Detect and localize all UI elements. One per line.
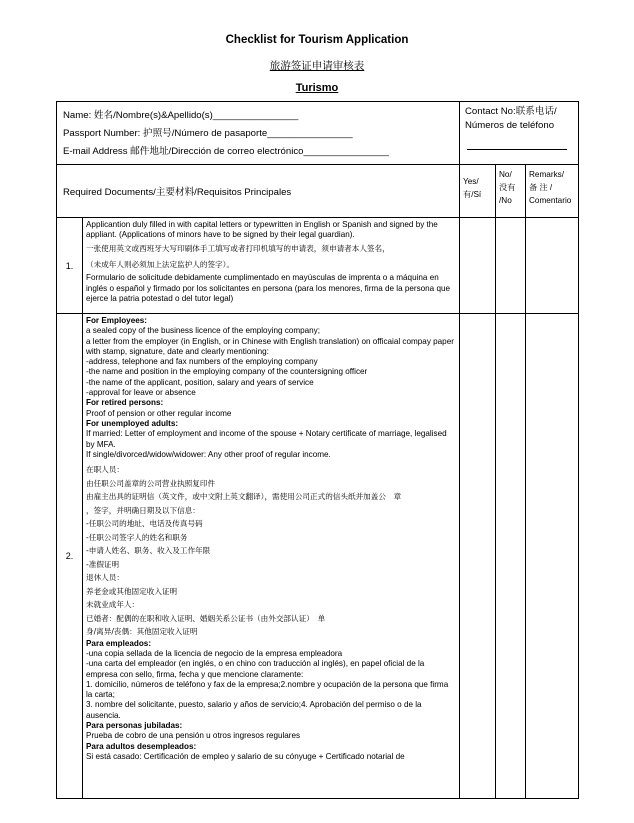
remarks-cell[interactable] xyxy=(526,218,579,314)
passport-field-label: Passport Number: 护照号/Número de pasaporte________________ xyxy=(63,128,353,139)
list-item-cn: -准假证明 xyxy=(86,559,120,569)
list-item-cn: 退休人员： xyxy=(86,573,124,583)
requirement-text-cn: （未成年人则必须加上法定监护人的签字）。 xyxy=(86,260,235,269)
column-header-row xyxy=(57,165,579,218)
list-item: a sealed copy of the business licence of the employing company; xyxy=(86,326,320,336)
list-item-cn: 由雇主出具的证明信（英文件，或中文附上英文翻译），需使用公司正式的信头纸并加盖公 章 xyxy=(86,492,402,502)
list-item-cn: ，签字，并明确日期及以下信息： xyxy=(86,505,200,515)
list-item: a letter from the employer (in English, or in Chinese with English translation) on officaial compay paper with stamp, signature, date and clearly mentioning: xyxy=(86,336,454,356)
row-number: 2. xyxy=(57,314,83,799)
list-item: Si está casado: Certificación de empleo y salario de su cónyuge + Certificado notarial de xyxy=(86,751,405,761)
requirement-description xyxy=(83,314,460,799)
required-documents-header: Required Documents/主要材料/Requisitos Principales xyxy=(57,165,460,218)
requirement-text-en: Applicantion duly filled in with capital letters or typewritten in English or Spanish and signed by the appliant. (Applications of minors have to be signed by their legal guardian). xyxy=(86,220,438,240)
list-item-cn: 养老金或其他固定收入证明 xyxy=(86,586,178,596)
remarks-cell[interactable] xyxy=(526,314,579,799)
row-number: 1. xyxy=(57,218,83,314)
no-header-line: 没有 xyxy=(499,183,516,192)
contact-label-spanish: Números de teléfono xyxy=(465,120,555,131)
list-item: -una copia sellada de la licencia de negocio de la empresa empleadora xyxy=(86,648,343,658)
yes-header-line: Yes/ xyxy=(463,177,479,186)
email-field-label: E-mail Address 邮件地址/Dirección de correo electrónico________________ xyxy=(63,146,389,157)
contact-cell xyxy=(460,102,579,165)
list-item-cn: -任职公司的地址、电话及传真号码 xyxy=(86,519,203,529)
contact-label: Contact No:联系电话/ xyxy=(465,106,557,117)
list-item: Proof of pension or other regular income xyxy=(86,408,232,418)
list-item-cn: -任职公司签字人的姓名和职务 xyxy=(86,532,188,542)
list-item: -the name of the applicant, position, salary and years of service xyxy=(86,377,314,387)
section-heading: For unemployed adults: xyxy=(86,418,179,428)
yes-column-header xyxy=(460,165,496,218)
yes-checkbox-cell[interactable] xyxy=(460,218,496,314)
remarks-header-line: Remarks/ xyxy=(529,170,565,179)
list-item-cn: 已婚者：配偶的在职和收入证明、婚姻关系公证书（由外交部认证） 单 xyxy=(86,613,326,623)
list-item-cn: 未就业成年人： xyxy=(86,600,140,610)
page-title: Checklist for Tourism Application xyxy=(225,34,409,46)
no-header-line: /No xyxy=(499,196,512,205)
page-title-chinese: 旅游签证申请审核表 xyxy=(269,60,365,72)
remarks-header-line: Comentario xyxy=(529,196,572,205)
list-item: -the name and position in the employing company of the countersigning officer xyxy=(86,367,368,377)
section-heading: Para adultos desempleados: xyxy=(86,741,197,751)
section-heading: For retired persons: xyxy=(86,398,164,408)
no-column-header xyxy=(496,165,526,218)
checklist-table xyxy=(56,101,579,799)
no-header-line: No/ xyxy=(499,170,512,179)
no-checkbox-cell[interactable] xyxy=(496,218,526,314)
list-item-cn: 由任职公司盖章的公司营业执照复印件 xyxy=(86,478,216,488)
yes-checkbox-cell[interactable] xyxy=(460,314,496,799)
no-checkbox-cell[interactable] xyxy=(496,314,526,799)
remarks-column-header xyxy=(526,165,579,218)
list-item: 1. domicilio, números de teléfono y fax de la empresa;2.nombre y ocupación de la persona que firma la carta; xyxy=(86,679,449,700)
yes-header-line: 有/Sí xyxy=(463,190,482,199)
requirement-text-cn: 一张使用英文或西班牙大写印刷体手工填写或者打印机填写的申请表，须申请者本人签名， xyxy=(86,243,390,253)
list-item: 3. nombre del solicitante, puesto, salario y años de servicio;4. Aprobación del permiso o de la ausencia. xyxy=(86,700,422,720)
applicant-info-row xyxy=(57,102,579,165)
list-item-cn: 在职人员： xyxy=(86,465,124,475)
list-item: -address, telephone and fax numbers of the employing company xyxy=(86,357,318,367)
requirement-row xyxy=(57,314,579,799)
name-field-label: Name: 姓名/Nombre(s)&Apellido(s)________________ xyxy=(63,110,299,121)
remarks-header-line: 备 注 / xyxy=(529,183,553,192)
page-title-spanish: Turismo xyxy=(295,82,339,94)
list-item: -una carta del empleador (en inglés, o en chino con traducción al inglés), en papel oficial de la empresa con sello, firma, fecha y que mencione claramente: xyxy=(86,659,425,679)
list-item: If single/divorced/widow/widower: Any other proof of regular income. xyxy=(86,449,331,459)
contact-blank-line xyxy=(467,149,567,150)
section-heading: Para personas jubiladas: xyxy=(86,721,183,731)
applicant-info-cell xyxy=(57,102,460,165)
requirement-description xyxy=(83,218,460,314)
list-item-cn: -申请人姓名、职务、收入及工作年限 xyxy=(86,546,211,556)
list-item-cn: 身/离异/丧偶：其他固定收入证明 xyxy=(86,627,198,637)
list-item: Prueba de cobro de una pensión u otros ingresos regulares xyxy=(86,731,301,741)
section-heading: Para empleados: xyxy=(86,638,152,648)
requirement-text-es: Formulario de solicitude debidamente cumplimentado en mayúsculas de imprenta o a máquina en inglés o español y firmado por los solicitantes en persona (para los menores, firma de la persona que ejerce la patria potestad o del tutor legal) xyxy=(86,273,451,303)
list-item: -approval for leave or absence xyxy=(86,388,196,398)
list-item: If married: Letter of employment and income of the spouse + Notary certificate of marriage, legalised by MFA. xyxy=(86,429,447,449)
section-heading: For Employees: xyxy=(86,316,147,325)
requirement-row xyxy=(57,218,579,314)
